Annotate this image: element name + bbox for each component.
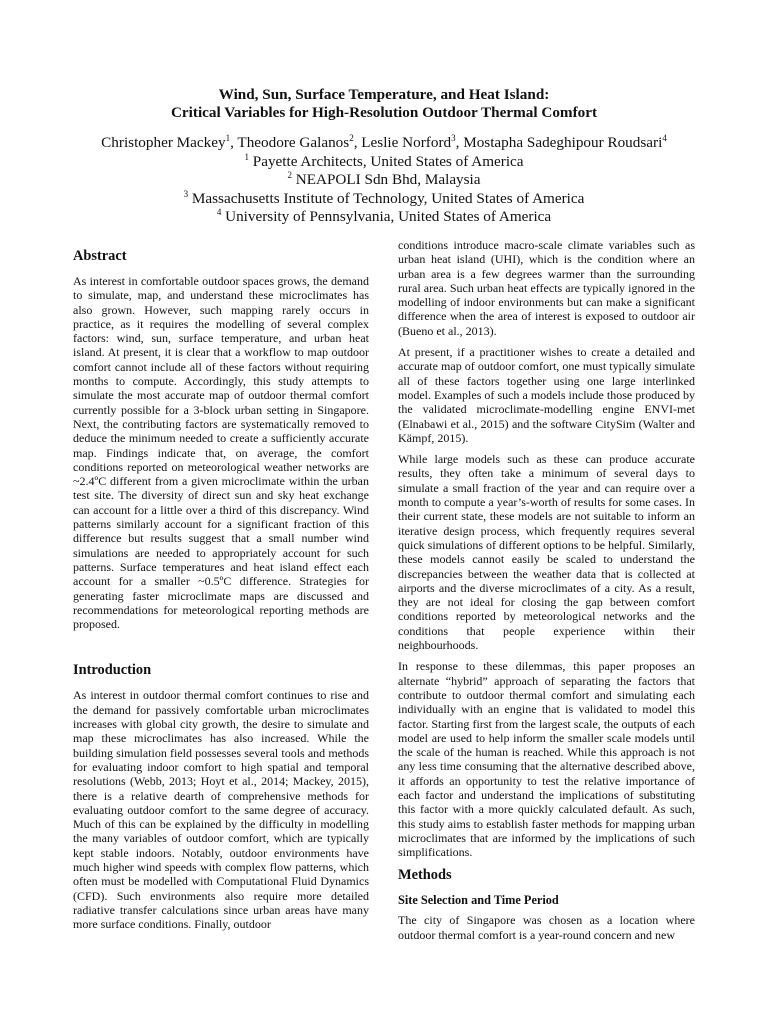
affiliation-sup: 3: [183, 188, 189, 199]
affiliation: [0, 208, 768, 227]
author-sup: 3: [451, 132, 456, 143]
body-paragraph: conditions introduce macro-scale climate variables such as urban heat island (UHI), which is the condition where an urban area is a few degrees warmer than the surrounding rural area. Such urban heat effects are typically ignored in the modelling of indoor environments but can make a significant difference when the area of interest is exposed to outdoor air (Bueno et al., 2013).: [398, 238, 695, 338]
author-sup: 1: [225, 132, 231, 143]
title-line-2: Critical Variables for High-Resolution Outdoor Thermal Comfort: [170, 104, 598, 121]
methods-heading: Methods: [398, 867, 452, 884]
body-paragraph: At present, if a practitioner wishes to create a detailed and accurate map of outdoor comfort, one must typically simulate all of these factors together using one large interlinked model. Examples of such a models include those produced by the validated microclimate-modelling engine ENVI-met (Elnabawi et al., 2015) and the software CitySim (Walter and Kämpf, 2015).: [398, 345, 695, 445]
abstract-heading: Abstract: [73, 248, 127, 264]
affiliation-sup: 2: [287, 169, 292, 180]
author-name: Leslie Norford: [361, 134, 452, 151]
left-column: [73, 240, 369, 938]
right-column: [398, 238, 695, 949]
affiliation-text: NEAPOLI Sdn Bhd, Malaysia: [295, 171, 481, 188]
body-paragraph: While large models such as these can produce accurate results, they often take a minimum of several days to simulate a small fraction of the year and can require over a month to compute a year’s-worth of results for some cases. In their current state, these models are not suitable to inform an iterative design process, which frequently requires several quick simulations of different options to be helpful. Similarly, these models cannot easily be scaled to understand the discrepancies between the weather data that is collected at airports and the diverse microclimates of a city. As a result, they are not ideal for closing the gap between comfort conditions reported by meteorological networks and the conditions that people experience within their neighbourhoods.: [398, 452, 695, 653]
body-paragraph: In response to these dilemmas, this paper proposes an alternate “hybrid” approach of separating the factors that contribute to outdoor thermal comfort and simulating each individually with an engine that is validated to model this factor. Starting first from the largest scale, the outputs of each model are used to help inform the smaller scale models until the scale of the human is reached. While this approach is not any less time consuming that the alternative described above, it affords an opportunity to test the relative importance of each factor and understand the implications of substituting this factor with a more quickly calculated default. As such, this study aims to establish faster methods for mapping urban microclimates that are informed by the implications of such simplifications.: [398, 659, 695, 860]
abstract-text: As interest in comfortable outdoor spaces grows, the demand to simulate, map, and understand these microclimates has also grown. However, such mapping rarely occurs in practice, as it requires the modelling of several complex factors: wind, sun, surface temperature, and urban heat island. At present, it is clear that a workflow to map outdoor comfort cannot include all of these factors without requiring months to compute. Accordingly, this study attempts to simulate the most accurate map of outdoor thermal comfort currently possible for a 3-block urban setting in Singapore. Next, the contributing factors are systematically removed to deduce the minimum needed to create a sufficiently accurate map. Findings indicate that, on average, the comfort conditions reported on meteorological weather networks are ~2.4ºC different from a given microclimate within the urban test site. The diversity of direct sun and sky heat exchange can account for a little over a third of this discrepancy. Wind patterns similarly account for a significant fraction of this difference but results suggest that a small number wind simulations are needed to appropriately account for such patterns. Surface temperatures and heat island effect each account for a smaller ~0.5ºC difference. Strategies for generating faster microclimate maps are discussed and recommendations for meteorological reporting methods are proposed.: [73, 274, 369, 632]
title-line-1: Wind, Sun, Surface Temperature, and Heat Island:: [218, 86, 550, 103]
author-name: Christopher Mackey: [101, 134, 226, 151]
author-name: Theodore Galanos: [237, 134, 350, 151]
author-sup: 2: [349, 132, 354, 143]
paper-title: [0, 86, 768, 122]
affiliation: [0, 190, 768, 209]
affiliation-text: Payette Architects, United States of America: [252, 152, 524, 170]
author-list: Christopher Mackey$^1$, Theodore Galanos$^2$, Leslie Norford$^3$, Mostapha Sadeghipour Roudsari$^4$: [101, 132, 667, 151]
affiliation-sup: 1: [244, 151, 249, 162]
affiliation: [0, 171, 768, 190]
methods-text: The city of Singapore was chosen as a location where outdoor thermal comfort is a year-round concern and new: [398, 913, 695, 942]
site-selection-subheading: Site Selection and Time Period: [398, 893, 559, 908]
affiliation-sup: 4: [216, 206, 222, 217]
author-name: Mostapha Sadeghipour Roudsari: [463, 134, 663, 151]
introduction-heading: Introduction: [73, 662, 152, 679]
introduction-text: As interest in outdoor thermal comfort continues to rise and the demand for passively comfortable urban microclimates increases with global city growth, the desire to simulate and map these microclimates has also increased. While the building simulation field possesses several tools and methods for evaluating indoor comfort to high spatial and temporal resolutions (Webb, 2013; Hoyt et al., 2014; Mackey, 2015), there is a relative dearth of comprehensive methods for evaluating outdoor comfort to the same degree of accuracy. Much of this can be explained by the difficulty in modelling the many variables of outdoor comfort, which are typically kept stable indoors. Notably, outdoor environments have much higher wind speeds with complex flow patterns, which often must be modelled with Computational Fluid Dynamics (CFD). Such environments also require more detailed radiative transfer calculations since urban areas have many more surface conditions. Finally, outdoor: [73, 688, 369, 932]
author-block: [0, 134, 768, 227]
author-sup: 4: [662, 132, 667, 143]
affiliation-text: University of Pennsylvania, United States of America: [225, 208, 552, 225]
affiliation-text: Massachusetts Institute of Technology, United States of America: [191, 189, 585, 207]
affiliation: [0, 153, 768, 172]
